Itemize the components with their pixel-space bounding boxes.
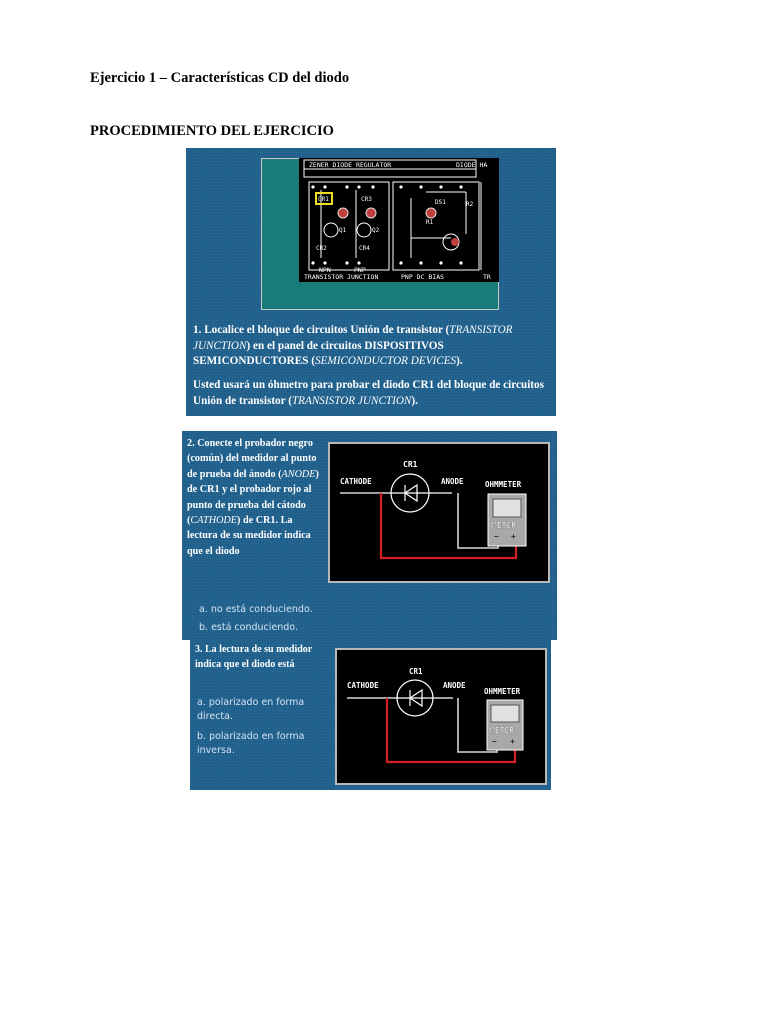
label-npn: NPN <box>319 266 331 274</box>
label-ds1: DS1 <box>435 199 446 206</box>
label-zener: ZENER DIODE REGULATOR <box>309 161 392 169</box>
label-pnp: PNP <box>354 266 366 274</box>
cathode-label: CATHODE <box>340 477 372 486</box>
anode-label: ANODE <box>441 477 464 486</box>
step3-option-b[interactable]: b. polarizado en forma inversa. <box>197 731 305 756</box>
plus-terminal-2: + <box>510 737 515 746</box>
label-tr: TR <box>483 273 491 281</box>
step1-ohmmeter-note: Usted usará un óhmetro para probar el diodo CR1 del bloque de circuitos Unión de transistor (TRANSISTOR JUNCTION). <box>193 379 544 407</box>
label-diode: DIODE HA <box>456 161 488 169</box>
label-cr2: CR2 <box>316 245 327 252</box>
step3-panel <box>190 640 551 790</box>
minus-terminal: − <box>494 532 499 541</box>
step2-instruction: 2. Conecte el probador negro (común) del medidor al punto de prueba del ánodo (ANODE) de CR1 y el probador rojo al punto de prueba del cátodo (CATHODE) de CR1. La lectura de su medidor indica que el diodo <box>187 438 319 557</box>
ohmmeter-label-2: OHMMETER <box>484 687 521 696</box>
step2-option-a[interactable]: a. no está conduciendo. <box>199 604 313 615</box>
meter-label-2: METER <box>490 726 515 735</box>
step2-option-b[interactable]: b. está conduciendo. <box>199 622 298 633</box>
label-cr3: CR3 <box>361 196 372 203</box>
label-r2: R2 <box>466 201 474 208</box>
ohmmeter-circuit-diagram-2 <box>335 648 547 785</box>
cathode-label-2: CATHODE <box>347 681 379 690</box>
label-q1: Q1 <box>339 227 347 234</box>
procedure-heading: PROCEDIMIENTO DEL EJERCICIO <box>90 123 334 139</box>
cr1-label-2: CR1 <box>409 667 423 676</box>
exercise-title: Ejercicio 1 – Características CD del diodo <box>90 70 350 86</box>
label-cr1: CR1 <box>318 196 329 203</box>
cr1-label: CR1 <box>403 460 418 469</box>
step2-panel <box>182 431 557 640</box>
label-transistor-junction: TRANSISTOR JUNCTION <box>304 273 379 281</box>
label-r1: R1 <box>426 219 434 226</box>
label-cr4: CR4 <box>359 245 370 252</box>
ohmmeter-label: OHMMETER <box>485 480 522 489</box>
minus-terminal-2: − <box>492 737 497 746</box>
anode-label-2: ANODE <box>443 681 466 690</box>
plus-terminal: + <box>511 532 516 541</box>
step1-instruction: 1. Localice el bloque de circuitos Unión de transistor (TRANSISTOR JUNCTION) en el panel de circuitos DISPOSITIVOS SEMICONDUCTORES (SEMICONDUCTOR DEVICES). <box>193 324 513 368</box>
step1-panel <box>186 148 556 416</box>
label-q2: Q2 <box>372 227 380 234</box>
circuit-board-image <box>261 158 499 310</box>
meter-label: METER <box>492 521 517 530</box>
step3-instruction: 3. La lectura de su medidor indica que el diodo está <box>195 644 313 671</box>
ohmmeter-circuit-diagram <box>328 442 550 583</box>
step3-option-a[interactable]: a. polarizado en forma directa. <box>197 697 305 722</box>
label-pnp-dc-bias: PNP DC BIAS <box>401 273 445 281</box>
